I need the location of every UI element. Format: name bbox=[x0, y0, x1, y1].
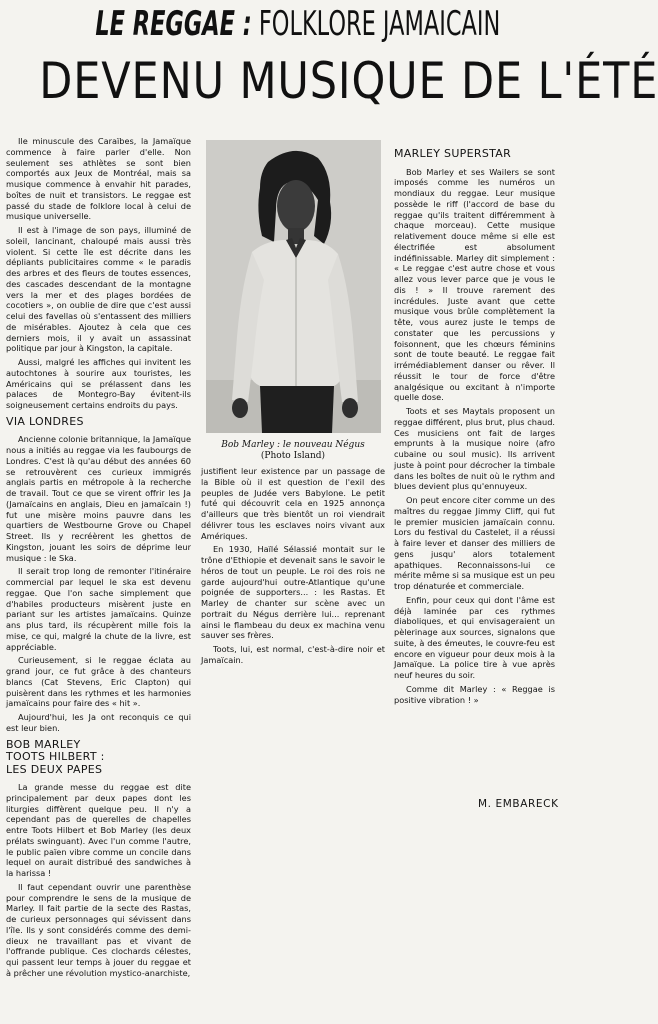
article-column-middle bbox=[201, 466, 385, 796]
bob-marley-photo bbox=[206, 140, 381, 433]
caption-text: Bob Marley : le nouveau Négus bbox=[221, 440, 365, 450]
paragraph: Ile minuscule des Caraïbes, la Jamaïque commence à faire parler d'elle. Non seulement ses athlètes se sont bien comportés aux Jeux de Montréal, mais sa musique commence à envahir hit parades, boîtes de nuit et transistors. Le reggae est passé du stade de folklore local à celui de musique universelle. bbox=[6, 136, 191, 222]
paragraph: Aussi, malgré les affiches qui invitent les autochtones à sourire aux touristes, les Américains qui se prélassent dans les palaces de Montegro-Bay évitent-ils soigneusement certains endroits du pays. bbox=[6, 357, 191, 410]
section-heading: VIA LONDRES bbox=[6, 414, 84, 428]
paragraph: Curieusement, si le reggae éclata au grand jour, ce fut grâce à des chanteurs blancs (Cat Stevens, Eric Clapton) qui puisèrent dans les rythmes et les harmonies jamaïcains pour faire des « hit ». bbox=[6, 655, 191, 709]
paragraph: On peut encore citer comme un des maîtres du reggae Jimmy Cliff, qui fut le premier musicien jamaïcain connu. Lors du festival du Castelet, il a réussi à faire lever et danser des milliers de gens jusqu' alors totalement apathiques. Reconnaissons-lui ce mérite même si sa musique est un peu trop dénaturée et commerciale. bbox=[394, 495, 555, 591]
paragraph: Ancienne colonie britannique, la Jamaïque nous a initiés au reggae via les faubourgs de Londres. C'est là qu'au début des années 60 se retrouvèrent ces curieux immigrés anglais partis en métropole à la recherche de travail. Tout ce que se virent offrir les Ja (Jamaïcains en anglais, Dieu en jamaïcain !) fut une misère moins pauvre dans les quartiers de Westbourne Grove ou Chapel Street. Ils y recréèrent les ghettos de Kingston, jouant les soirs de déprime leur musique : le Ska. bbox=[6, 434, 191, 563]
portrait-image bbox=[206, 140, 381, 433]
paragraph: Il faut cependant ouvrir une parenthèse pour comprendre le sens de la musique de Marley. Il fait partie de la secte des Rastas, de curieux personnages qui sévissent dans l'île. Ils y sont considérés comme des demi-dieux ne travaillant pas et vivant de l'offrande publique. Ces clochards célestes, qui passent leur temps à jouer du reggae et à prêcher une révolution mystico-anarchiste, bbox=[6, 881, 191, 978]
paragraph: Bob Marley et ses Wailers se sont imposés comme les numéros un mondiaux du reggae. Leur musique possède le riff (l'accord de base du reggae qu'ils traitent différemment à chaque morceau). Cette musique relativement douce même si elle est électrifiée est absolument indéfinissable. Marley dit simplement : « Le reggae c'est autre chose et vous allez vous lever parce que je vous le dis ! » Il trouve rarement des incrédules. Juste avant que cette musique vous brûle complètement la tête, vous aurez juste le temps de constater que les percussions y foisonnent, que les chœurs féminins sont de toute beauté. Le reggae fait irrémédiablement danser ou rêver. Il réussit le tour de force d'être analgésique ou excitant à n'importe quelle dose. bbox=[394, 166, 555, 403]
headline-line-2: DEVENU MUSIQUE DE L'ÉTÉ bbox=[39, 52, 658, 110]
paragraph: Comme dit Marley : « Reggae is positive vibration ! » bbox=[394, 683, 555, 705]
paragraph: La grande messe du reggae est dite principalement par deux papes dont les liturgies diffèrent quelque peu. Il n'y a cependant pas de querelles de chapelles entre Toots Hilbert et Bob Marley (les deux prélats swinguant). Avec l'un comme l'autre, le public païen vibre comme un concile dans lequel on aurait distribué des sandwiches à la harissa ! bbox=[6, 782, 191, 878]
photo-caption bbox=[201, 440, 385, 462]
headline-line-1 bbox=[95, 4, 501, 44]
headline-kicker: LE REGGAE : bbox=[95, 4, 252, 44]
headline-main: FOLKLORE JAMAICAIN bbox=[258, 4, 501, 44]
author-signature: M. EMBARECK bbox=[478, 798, 559, 810]
section-heading: MARLEY SUPERSTAR bbox=[394, 147, 512, 160]
section-deux-papes bbox=[6, 739, 191, 979]
section-heading: BOB MARLEY TOOTS HILBERT : LES DEUX PAPES bbox=[6, 737, 105, 776]
paragraph: justifient leur existence par un passage de la Bible où il est question de l'exil des peuples de Judée vers Babylone. Le petit futé qui découvrit cela en 1925 annonça d'ailleurs que très bientôt un roi viendrait délivrer tous les esclaves noirs vivant aux Amériques. bbox=[201, 466, 385, 541]
section-continuation bbox=[201, 466, 385, 666]
paragraph: Il serait trop long de remonter l'itinéraire commercial par lequel le ska est devenu reggae. Que l'on sache simplement que d'habiles producteurs misèrent juste en pariant sur les artistes jamaïcains. Quinze ans plus tard, ils récupèrent mille fois la mise, ce qui, malgré la chute de la livre, est appréciable. bbox=[6, 566, 191, 652]
photo-credit: (Photo Island) bbox=[260, 451, 326, 461]
article-column-left bbox=[6, 136, 191, 1022]
paragraph: Toots et ses Maytals proposent un reggae différent, plus brut, plus chaud. Ces musiciens ont fait de larges emprunts à la musique noire (afro cubaine ou soul music). Ils arrivent juste à point pour décrocher la timbale dans les boîtes de nuit où le rythm and blues devient plus qu'ennuyeux. bbox=[394, 406, 555, 492]
paragraph: Toots, lui, est normal, c'est-à-dire noir et Jamaïcain. bbox=[201, 644, 385, 665]
paragraph: Enfin, pour ceux qui dont l'âme est déjà laminée par ces rythmes diaboliques, et qui envisageraient un pèlerinage aux sources, signalons que suite, à des émeutes, le couvre-feu est encore en vigueur pour deux mois à la Jamaïque. La police tire à vue après neuf heures du soir. bbox=[394, 594, 555, 680]
section-marley-superstar bbox=[394, 148, 555, 705]
paragraph: En 1930, Haïlé Sélassié montait sur le trône d'Ethiopie et devenait sans le savoir le héros de tout un peuple. Le roi des rois ne garde aujourd'hui outre-Atlantique qu'une poignée de supporters... : les Rastas. Et Marley de chanter sur scène avec un portrait du Négus derrière lui... reprenant ainsi le flambeau du deux ex machina venu sauver ses frères. bbox=[201, 544, 385, 641]
section-intro bbox=[6, 136, 191, 411]
article-column-right bbox=[394, 148, 555, 798]
paragraph: Aujourd'hui, les Ja ont reconquis ce qui est leur bien. bbox=[6, 712, 191, 733]
section-via-londres bbox=[6, 416, 191, 734]
paragraph: Il est à l'image de son pays, illuminé de soleil, lancinant, chaloupé mais aussi très violent. Si cette île est décrite dans les dépliants publicitaires comme « le paradis des arbres et des fleurs de toutes essences, des cascades descendant de la montagne vers la mer et des plages bordées de cocotiers », on oublie de dire que c'est aussi celui des favellas où s'entassent des milliers de misérables. Ajoutez à cela que ces derniers mois, il y avait un assassinat politique par jour à Kingston, la capitale. bbox=[6, 225, 191, 354]
